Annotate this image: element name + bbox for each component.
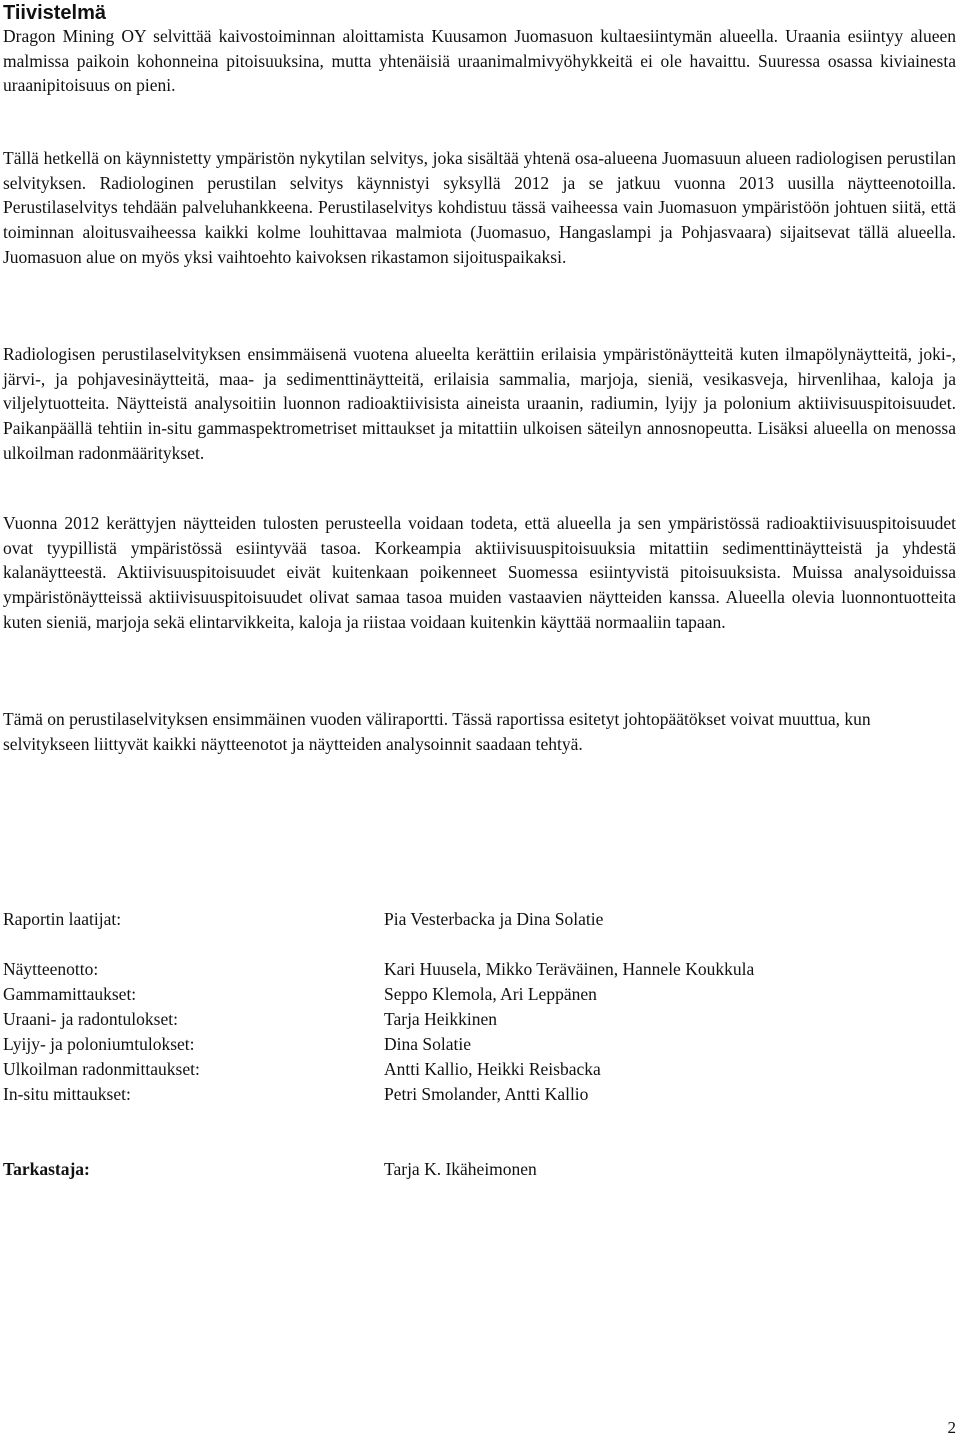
credit-label: Raportin laatijat: bbox=[3, 909, 122, 929]
reviewer-value: Tarja K. Ikäheimonen bbox=[384, 1159, 537, 1179]
credit-row-authors bbox=[3, 907, 953, 932]
reviewer-label: Tarkastaja: bbox=[3, 1159, 90, 1179]
section-heading: Tiivistelmä bbox=[3, 2, 107, 24]
paragraph-results: Vuonna 2012 kerättyjen näytteiden tulosten perusteella voidaan todeta, että alueella ja sen ympäristössä radioaktiivisuuspitoisuudet ovat tyypillistä ympäristössä esiintyvää tasoa. Korkeampia aktiivisuuspitoisuuksia mitattiin sedimenttinäytteistä ja yhdestä kalanäytteestä. Aktiivisuuspitoisuudet eivät kuitenkaan poikenneet Suomessa esiintyvistä pitoisuuksista. Muissa analysoiduissa ympäristönäytteissä aktiivisuuspitoisuudet olivat samaa tasoa muiden vastaavien näytteiden kanssa. Alueella olevia luonnontuotteita kuten sieniä, marjoja sekä elintarvikkeita, kaloja ja riistaa voidaan kuitenkin käyttää normaaliin tapaan. bbox=[3, 513, 956, 632]
paragraph-sampling: Radiologisen perustilaselvityksen ensimmäisenä vuotena alueelta kerättiin erilaisia ympäristönäytteitä kuten ilmapölynäytteitä, joki-, järvi-, ja pohjavesinäytteitä, maa- ja sedimenttinäytteitä, erilaisia sammalia, marjoja, sieniä, vesikasveja, hirvenlihaa, kaloja ja viljelytuotteita. Näytteistä analysoitiin luonnon radioaktiivisista aineista uraanin, radiumin, lyijy ja polonium aktiivisuuspitoisuudet. Paikanpäällä tehtiin in-situ gammaspektrometriset mittaukset ja mitattiin ulkoisen säteilyn annosnopeutta. Lisäksi alueella on menossa ulkoilman radonmääritykset. bbox=[3, 344, 956, 463]
credit-row bbox=[3, 957, 953, 982]
credit-value: Petri Smolander, Antti Kallio bbox=[384, 1084, 589, 1104]
credit-label: Gammamittaukset: bbox=[3, 984, 137, 1004]
credit-value: Pia Vesterbacka ja Dina Solatie bbox=[384, 909, 604, 929]
paragraph-interim-report: Tämä on perustilaselvityksen ensimmäinen vuoden väliraportti. Tässä raportissa esitetyt johtopäätökset voivat muuttua, kun selvitykseen liittyvät kaikki näytteenotot ja näytteiden analysoinnit saadaan tehtyä. bbox=[3, 709, 871, 754]
credit-row-reviewer bbox=[3, 1157, 953, 1182]
page-number: 2 bbox=[947, 1418, 956, 1437]
credit-value: Antti Kallio, Heikki Reisbacka bbox=[384, 1059, 601, 1079]
credit-label: Näytteenotto: bbox=[3, 959, 99, 979]
credit-row bbox=[3, 982, 953, 1007]
paragraph-intro: Dragon Mining OY selvittää kaivostoiminnan aloittamista Kuusamon Juomasuon kultaesiintymän alueella. Uraania esiintyy alueen malmissa paikoin kohonneina pitoisuuksina, mutta yhtenäisiä uraanimalmivyöhykkeitä ei ole havaittu. Suuressa osassa kiviainesta uraanipitoisuus on pieni. bbox=[3, 26, 956, 96]
credit-value: Seppo Klemola, Ari Leppänen bbox=[384, 984, 597, 1004]
credit-value: Dina Solatie bbox=[384, 1034, 471, 1054]
credit-label: Ulkoilman radonmittaukset: bbox=[3, 1059, 200, 1079]
credit-row bbox=[3, 1032, 953, 1057]
credit-value: Kari Huusela, Mikko Teräväinen, Hannele Koukkula bbox=[384, 959, 755, 979]
paragraph-baseline-study: Tällä hetkellä on käynnistetty ympäristön nykytilan selvitys, joka sisältää yhtenä osa-alueena Juomasuun alueen radiologisen perustilan selvityksen. Radiologinen perustilan selvitys käynnistyi syksyllä 2012 ja se jatkuu vuonna 2013 uusilla näytteenotoilla. Perustilaselvitys tehdään palveluhankkeena. Perustilaselvitys kohdistuu tässä vaiheessa vain Juomasuon ympäristöön johtuen siitä, että toiminnan aloitusvaiheessa kaikki kolme louhittavaa malmiota (Juomasuo, Hangaslampi ja Pohjasvaara) sijaitsevat tällä alueella. Juomasuon alue on myös yksi vaihtoehto kaivoksen rikastamon sijoituspaikaksi. bbox=[3, 148, 956, 267]
credit-label: Lyijy- ja poloniumtulokset: bbox=[3, 1034, 195, 1054]
credit-row bbox=[3, 1007, 953, 1032]
credit-label: Uraani- ja radontulokset: bbox=[3, 1009, 178, 1029]
credit-row bbox=[3, 1057, 953, 1082]
credit-row bbox=[3, 1082, 953, 1107]
credit-value: Tarja Heikkinen bbox=[384, 1009, 497, 1029]
credit-label: In-situ mittaukset: bbox=[3, 1084, 131, 1104]
